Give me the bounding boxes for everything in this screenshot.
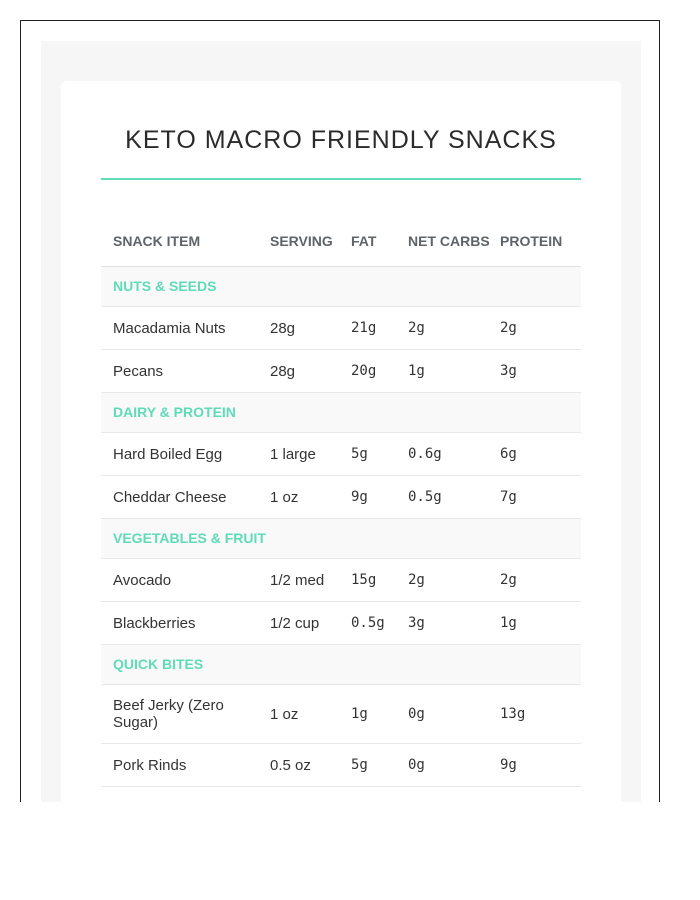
table-header-row <box>101 216 581 267</box>
header-snack-item: SNACK ITEM <box>101 216 269 267</box>
cell-fat: 0.5g <box>350 602 407 645</box>
table-row <box>101 559 581 602</box>
table-row <box>101 433 581 476</box>
category-label: NUTS & SEEDS <box>101 267 581 307</box>
table-row <box>101 307 581 350</box>
cell-protein: 1g <box>499 602 581 645</box>
snack-table <box>101 216 581 787</box>
cell-item: Hard Boiled Egg <box>101 433 269 476</box>
cell-net-carbs: 0.6g <box>407 433 499 476</box>
cell-protein: 3g <box>499 350 581 393</box>
cell-net-carbs: 0.5g <box>407 476 499 519</box>
category-label: QUICK BITES <box>101 645 581 685</box>
cell-fat: 5g <box>350 744 407 787</box>
cell-serving: 1 large <box>269 433 350 476</box>
cell-net-carbs: 3g <box>407 602 499 645</box>
table-row <box>101 602 581 645</box>
table-row <box>101 350 581 393</box>
header-net-carbs: NET CARBS <box>407 216 499 267</box>
category-label: VEGETABLES & FRUIT <box>101 519 581 559</box>
cell-item: Avocado <box>101 559 269 602</box>
cell-net-carbs: 0g <box>407 744 499 787</box>
cell-protein: 2g <box>499 559 581 602</box>
page-title: KETO MACRO FRIENDLY SNACKS <box>125 126 557 154</box>
header-fat: FAT <box>350 216 407 267</box>
cell-net-carbs: 2g <box>407 559 499 602</box>
cell-item: Blackberries <box>101 602 269 645</box>
category-label: DAIRY & PROTEIN <box>101 393 581 433</box>
cell-fat: 9g <box>350 476 407 519</box>
cell-protein: 13g <box>499 685 581 744</box>
cell-item: Pork Rinds <box>101 744 269 787</box>
cell-serving: 1/2 cup <box>269 602 350 645</box>
category-row <box>101 393 581 433</box>
cell-serving: 28g <box>269 350 350 393</box>
title-divider <box>101 178 581 180</box>
header-protein: PROTEIN <box>499 216 581 267</box>
cell-serving: 1 oz <box>269 685 350 744</box>
cell-fat: 20g <box>350 350 407 393</box>
cell-serving: 28g <box>269 307 350 350</box>
cell-fat: 15g <box>350 559 407 602</box>
category-row <box>101 519 581 559</box>
cell-item: Cheddar Cheese <box>101 476 269 519</box>
cell-net-carbs: 0g <box>407 685 499 744</box>
table-row <box>101 744 581 787</box>
cell-protein: 2g <box>499 307 581 350</box>
table-row <box>101 476 581 519</box>
cell-fat: 1g <box>350 685 407 744</box>
category-row <box>101 267 581 307</box>
cell-item: Macadamia Nuts <box>101 307 269 350</box>
cell-serving: 1 oz <box>269 476 350 519</box>
cell-net-carbs: 1g <box>407 350 499 393</box>
cell-serving: 1/2 med <box>269 559 350 602</box>
header-serving: SERVING <box>269 216 350 267</box>
category-row <box>101 645 581 685</box>
cell-fat: 21g <box>350 307 407 350</box>
cell-protein: 6g <box>499 433 581 476</box>
cell-item: Beef Jerky (Zero Sugar) <box>101 685 269 744</box>
cell-protein: 9g <box>499 744 581 787</box>
cell-fat: 5g <box>350 433 407 476</box>
page-background <box>41 41 641 802</box>
table-row <box>101 685 581 744</box>
cell-protein: 7g <box>499 476 581 519</box>
snack-card <box>61 81 621 802</box>
cell-net-carbs: 2g <box>407 307 499 350</box>
cell-item: Pecans <box>101 350 269 393</box>
page-frame <box>20 20 660 802</box>
cell-serving: 0.5 oz <box>269 744 350 787</box>
